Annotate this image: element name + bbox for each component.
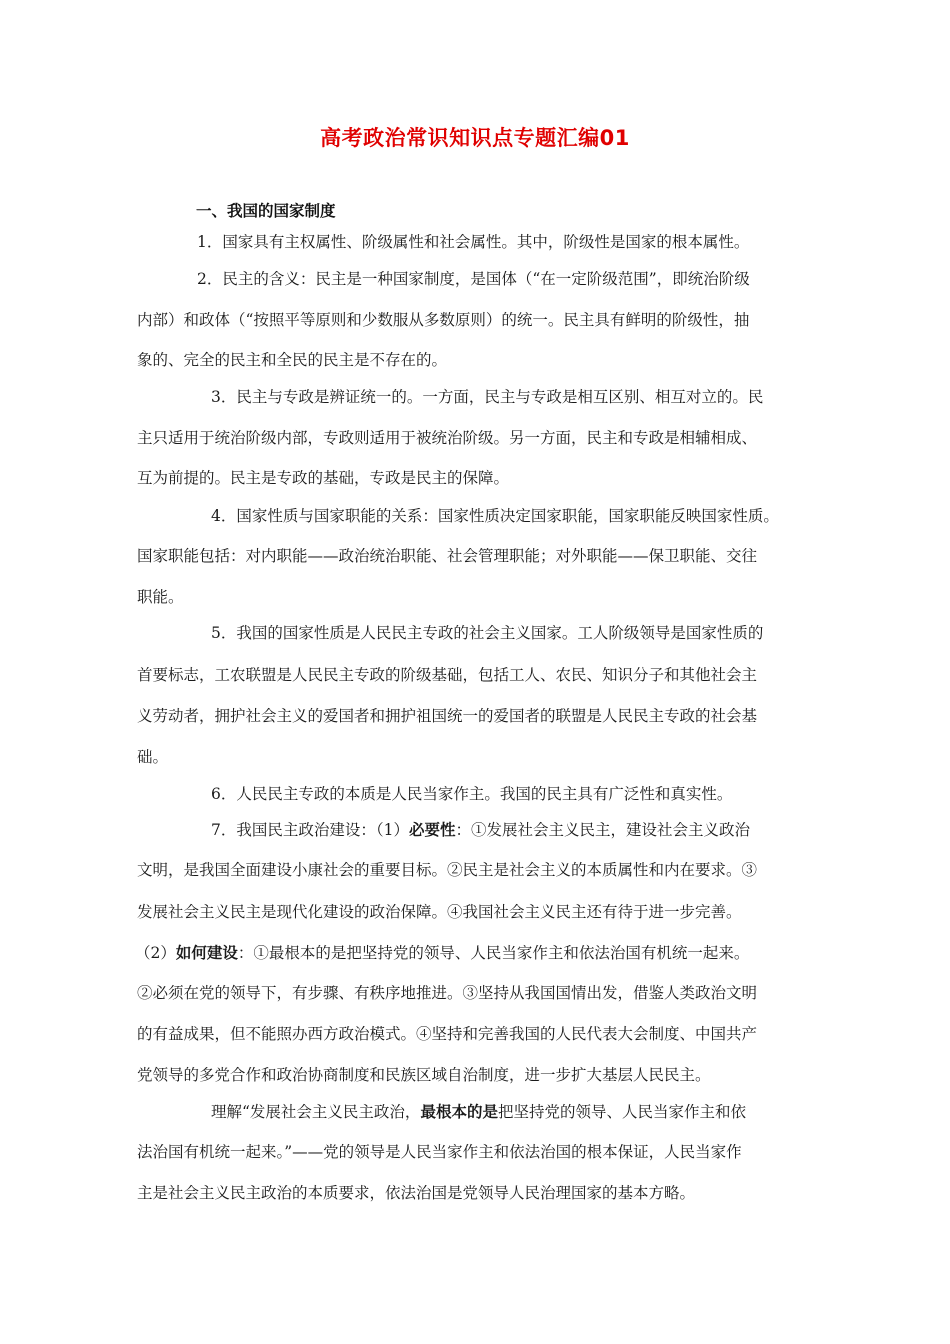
paragraph-line: ②必须在党的领导下，有步骤、有秩序地推进。③坚持从我国国情出发，借鉴人类政治文明 (137, 984, 758, 1002)
paragraph-line (135, 943, 749, 963)
line-text: ：①发展社会主义民主，建设社会主义政治 (455, 821, 751, 839)
paragraph-line: 3．民主与专政是辨证统一的。一方面，民主与专政是相互区别、相互对立的。民 (211, 388, 764, 406)
paragraph-line: 义劳动者，拥护社会主义的爱国者和拥护祖国统一的爱国者的联盟是人民民主专政的社会基 (137, 707, 758, 725)
paragraph-line: 首要标志，工农联盟是人民民主专政的阶级基础，包括工人、农民、知识分子和其他社会主 (137, 666, 758, 684)
bold-keyword: 最根本的是 (420, 1103, 498, 1121)
line-text: 7．我国民主政治建设：（1） (211, 821, 409, 839)
paragraph-line: 国家职能包括：对内职能——政治统治职能、社会管理职能；对外职能——保卫职能、交往 (137, 547, 758, 565)
paragraph-line: 文明，是我国全面建设小康社会的重要目标。②民主是社会主义的本质属性和内在要求。③ (137, 861, 758, 879)
paragraph-line: 发展社会主义民主是现代化建设的政治保障。④我国社会主义民主还有待于进一步完善。 (137, 903, 742, 921)
paragraph-line: 5．我国的国家性质是人民民主专政的社会主义国家。工人阶级领导是国家性质的 (211, 624, 764, 642)
paragraph-line: 互为前提的。民主是专政的基础，专政是民主的保障。 (137, 469, 510, 487)
paragraph-line: 主是社会主义民主政治的本质要求，依法治国是党领导人民治理国家的基本方略。 (137, 1184, 696, 1202)
paragraph-line: 1．国家具有主权属性、阶级属性和社会属性。其中，阶级性是国家的根本属性。 (197, 233, 750, 251)
paragraph-line: 职能。 (137, 588, 184, 606)
paragraph-line: 内部）和政体（“按照平等原则和少数服从多数原则）的统一。民主具有鲜明的阶级性，抽 (137, 311, 750, 329)
bold-keyword: 如何建设 (175, 944, 238, 962)
line-text: 把坚持党的领导、人民当家作主和依 (497, 1103, 746, 1121)
section-heading: 一、我国的国家制度 (196, 202, 336, 220)
paragraph-line: 础。 (137, 748, 169, 766)
line-text: （2） (135, 944, 176, 962)
paragraph-line: 6．人民民主专政的本质是人民当家作主。我国的民主具有广泛性和真实性。 (211, 785, 733, 803)
paragraph-line: 2．民主的含义：民主是一种国家制度，是国体（“在一定阶级范围”，即统治阶级 (197, 270, 750, 288)
paragraph-line: 党领导的多党合作和政治协商制度和民族区域自治制度，进一步扩大基层人民民主。 (137, 1066, 711, 1084)
document-title: 高考政治常识知识点专题汇编01 (320, 126, 630, 150)
paragraph-line: 的有益成果，但不能照办西方政治模式。④坚持和完善我国的人民代表大会制度、中国共产 (137, 1025, 758, 1043)
paragraph-line (211, 1102, 746, 1122)
paragraph-line: 主只适用于统治阶级内部，专政则适用于被统治阶级。另一方面，民主和专政是相辅相成、 (137, 429, 758, 447)
paragraph-line (211, 820, 750, 840)
paragraph-line: 4．国家性质与国家职能的关系：国家性质决定国家职能，国家职能反映国家性质。 (211, 507, 779, 525)
paragraph-line: 象的、完全的民主和全民的民主是不存在的。 (137, 351, 448, 369)
line-text: ：①最根本的是把坚持党的领导、人民当家作主和依法治国有机统一起来。 (237, 944, 750, 962)
paragraph-line: 法治国有机统一起来。”——党的领导是人民当家作主和依法治国的根本保证，人民当家作 (137, 1143, 742, 1161)
bold-keyword: 必要性 (408, 821, 456, 839)
line-text: 理解“发展社会主义民主政治， (211, 1103, 421, 1121)
